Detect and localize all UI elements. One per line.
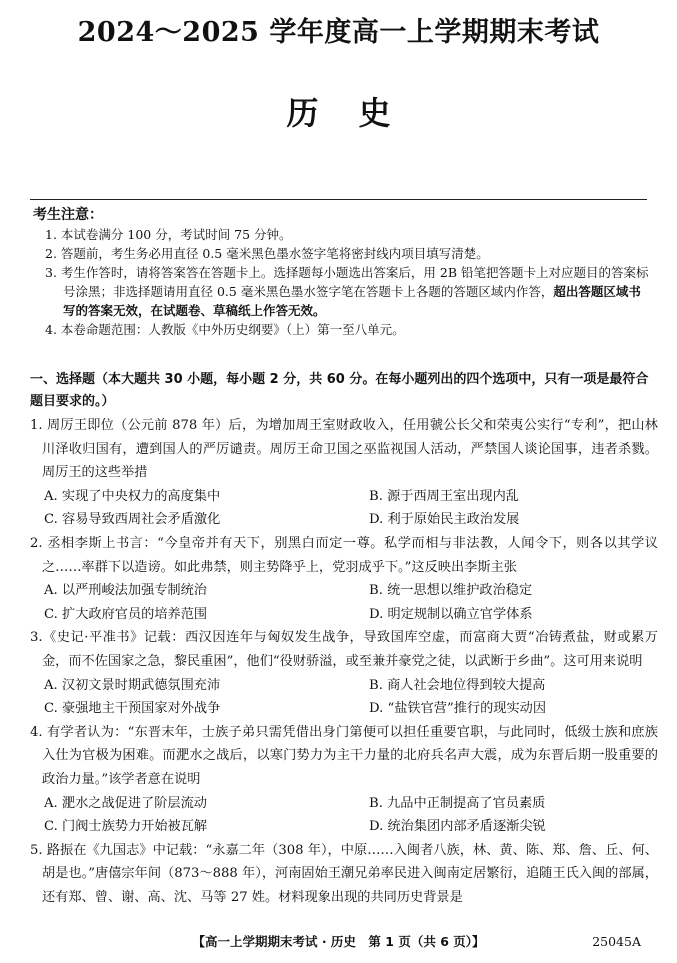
section-heading: 一、选择题（本大题共 30 小题，每小题 2 分，共 60 分。在每小题列出的四个选项中，只有一项是最符合题目要求的。） <box>30 372 649 409</box>
page-footer: 【高一上学期期末考试 · 历史 第 1 页（共 6 页）】 <box>192 934 485 949</box>
question-stem: 4. 有学者认为：“东晋末年，士族子弟只需凭借出身门第便可以担任重要官职，与此同时，低级士族和庶族入仕为官极为困难。而淝水之战后，以寒门势力为主干力量的北府兵名声大震，成为东晋后期一股重要的政治力量。”该学者意在说明 <box>30 724 658 787</box>
option-d: D. 统治集团内部矛盾逐渐尖锐 <box>369 819 546 835</box>
question <box>30 532 658 626</box>
notice-item: 2. 答题前，考生务必用直径 0.5 毫米黑色墨水签字笔将密封线内项目填写清楚。 <box>45 246 489 261</box>
option-d: D. 利于原始民主政治发展 <box>369 512 520 528</box>
option-d: D. 明定规制以确立官学体系 <box>369 606 533 622</box>
question-stem: 1. 周厉王即位（公元前 878 年）后，为增加周王室财政收入，任用虢公长父和荣夷公实行“专利”，把山林川泽收归国有，遭到国人的严厉谴责。周厉王命卫国之巫监视国人活动，严禁国人谈论国事，违者杀戮。周厉王的这些举措 <box>30 418 658 481</box>
option-a: A. 汉初文景时期武德氛围充沛 <box>44 677 221 693</box>
notice-heading: 考生注意： <box>33 207 103 223</box>
question <box>30 721 658 839</box>
notice-item: 4. 本卷命题范围：人教版《中外历史纲要》（上）第一至八单元。 <box>45 322 405 337</box>
divider <box>30 199 647 200</box>
exam-title: 2024～2025 学年度高一上学期期末考试 <box>77 17 600 48</box>
option-a: A. 以严刑峻法加强专制统治 <box>44 583 207 599</box>
notice-item <box>33 263 653 320</box>
option-c: C. 门阀士族势力开始被瓦解 <box>44 819 208 835</box>
notice-item: 1. 本试卷满分 100 分，考试时间 75 分钟。 <box>45 227 292 242</box>
option-a: A. 淝水之战促进了阶层流动 <box>44 795 207 811</box>
option-d: D. “盐铁官营”推行的现实动因 <box>369 701 547 717</box>
option-c: C. 扩大政府官员的培养范围 <box>44 606 208 622</box>
option-b: B. 九品中正制提高了官员素质 <box>369 795 546 811</box>
notice-emphasis: 超出答题区域书写的答案无效，在试题卷、草稿纸上作答无效。 <box>63 284 641 318</box>
option-b: B. 源于西周王室出现内乱 <box>369 488 519 504</box>
question <box>30 839 658 910</box>
option-c: C. 豪强地主干预国家对外战争 <box>44 701 221 717</box>
option-b: B. 统一思想以维护政治稳定 <box>369 583 533 599</box>
option-b: B. 商人社会地位得到较大提高 <box>369 677 546 693</box>
question-stem: 2. 丞相李斯上书言：“今皇帝并有天下，别黑白而定一尊。私学而相与非法教，人闻令下，则各以其学议之……率群下以造谤。如此弗禁，则主势降乎上，党羽成乎下。”这反映出李斯主张 <box>30 535 658 575</box>
notice-item-text: 3. 考生作答时，请将答案答在答题卡上。选择题每小题选出答案后，用 2B 铅笔把答题卡上对应题目的答案标号涂黑；非选择题请用直径 0.5 毫米黑色墨水签字笔在答题卡上各题的答题区域内作答， <box>45 265 649 299</box>
question-list <box>30 414 658 909</box>
option-a: A. 实现了中央权力的高度集中 <box>44 488 221 504</box>
notice-block <box>33 206 653 339</box>
option-c: C. 容易导致西周社会矛盾激化 <box>44 512 221 528</box>
question <box>30 626 658 720</box>
question-stem: 5. 路振在《九国志》中记载：“永嘉二年（308 年），中原……入闽者八族，林、黄、陈、郑、詹、丘、何、胡是也。”唐僖宗年间（873～888 年），河南固始王潮兄弟率民进入闽南定居繁衍，追随王氏入闽的部属，还有郑、曾、谢、高、沈、马等 27 姓。材料现象出现的共同历史背景是 <box>30 842 658 905</box>
question-stem: 3.《史记·平准书》记载：西汉因连年与匈奴发生战争，导致国库空虚，而富商大贾“冶铸煮盐，财或累万金，而不佐国家之急，黎民重困”，他们“役财骄溢，或至兼并豪党之徒，以武断于乡曲”。这可用来说明 <box>30 630 658 669</box>
question <box>30 414 658 532</box>
paper-code: 25045A <box>592 934 641 949</box>
subject-title: 历史 <box>286 94 431 132</box>
